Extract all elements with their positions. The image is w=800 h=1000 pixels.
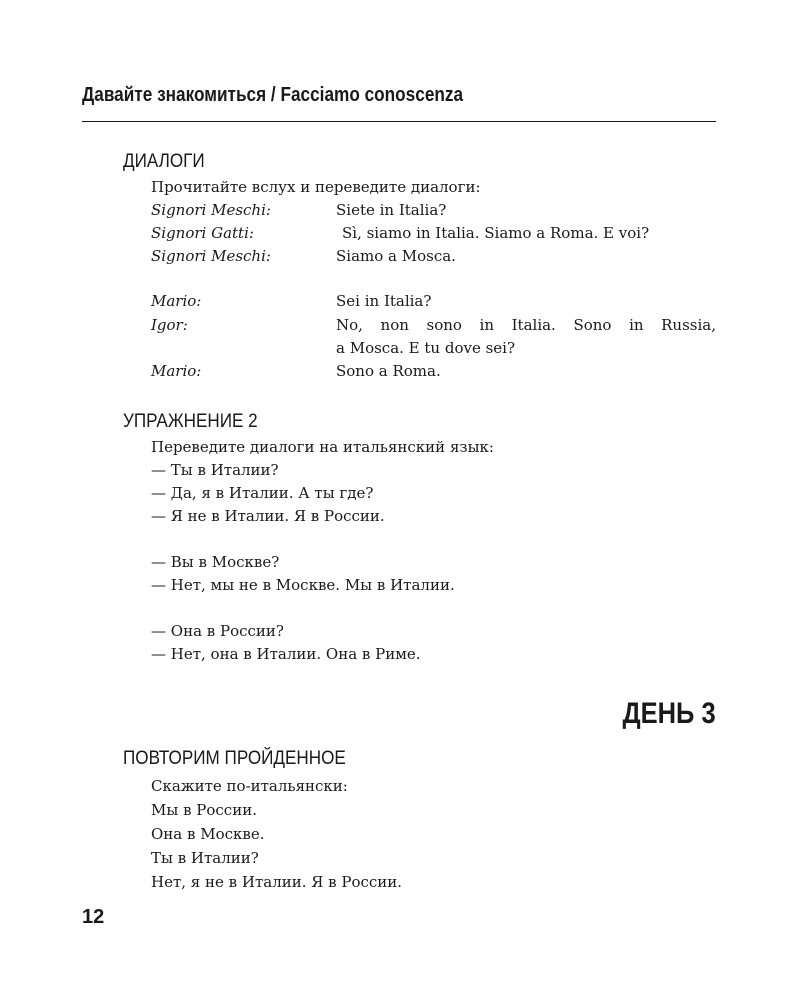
dialogue-line: Sono a Roma. — [336, 362, 441, 380]
review-line: Нет, я не в Италии. Я в России. — [151, 873, 403, 891]
dialogue-line: Siete in Italia? — [336, 201, 447, 219]
section-heading-dialogues: ДИАЛОГИ — [123, 151, 205, 172]
exercise-line: — Нет, она в Италии. Она в Риме. — [151, 645, 421, 663]
review-line: Мы в России. — [151, 801, 257, 819]
exercise-line: — Она в России? — [151, 622, 284, 640]
section-heading-exercise-2: УПРАЖНЕНИЕ 2 — [123, 411, 258, 432]
exercise-line: — Вы в Москве? — [151, 553, 280, 571]
exercise-line: — Нет, мы не в Москве. Мы в Италии. — [151, 576, 455, 594]
dialogue-speaker: Signori Gatti: — [151, 224, 254, 242]
review-instruction: Скажите по-итальянски: — [151, 777, 348, 795]
running-header: Давайте знакомиться / Facciamo conoscenza — [82, 84, 464, 106]
dialogue-speaker: Signori Meschi: — [151, 247, 271, 265]
dialogue-line: No, non sono in Italia. Sono in Russia, — [336, 316, 716, 334]
dialogue-speaker: Mario: — [151, 292, 202, 310]
dialogue-speaker: Signori Meschi: — [151, 201, 271, 219]
header-rule — [82, 121, 716, 122]
review-line: Она в Москве. — [151, 825, 265, 843]
exercise-instruction: Переведите диалоги на итальянский язык: — [151, 438, 494, 456]
dialogue-speaker: Igor: — [151, 316, 188, 334]
section-heading-review: ПОВТОРИМ ПРОЙДЕННОЕ — [123, 748, 346, 769]
exercise-line: — Да, я в Италии. А ты где? — [151, 484, 374, 502]
exercise-line: — Я не в Италии. Я в России. — [151, 507, 385, 525]
page-number: 12 — [82, 906, 105, 928]
dialogues-instruction: Прочитайте вслух и переведите диалоги: — [151, 178, 481, 196]
dialogue-line: Siamo a Mosca. — [336, 247, 456, 265]
dialogue-line: Sei in Italia? — [336, 292, 432, 310]
day-title: ДЕНЬ 3 — [622, 697, 716, 730]
dialogue-speaker: Mario: — [151, 362, 202, 380]
dialogue-line: Sì, siamo in Italia. Siamo a Roma. E voi? — [342, 224, 650, 242]
dialogue-line-continuation: a Mosca. E tu dove sei? — [336, 339, 516, 357]
exercise-line: — Ты в Италии? — [151, 461, 279, 479]
review-line: Ты в Италии? — [151, 849, 259, 867]
